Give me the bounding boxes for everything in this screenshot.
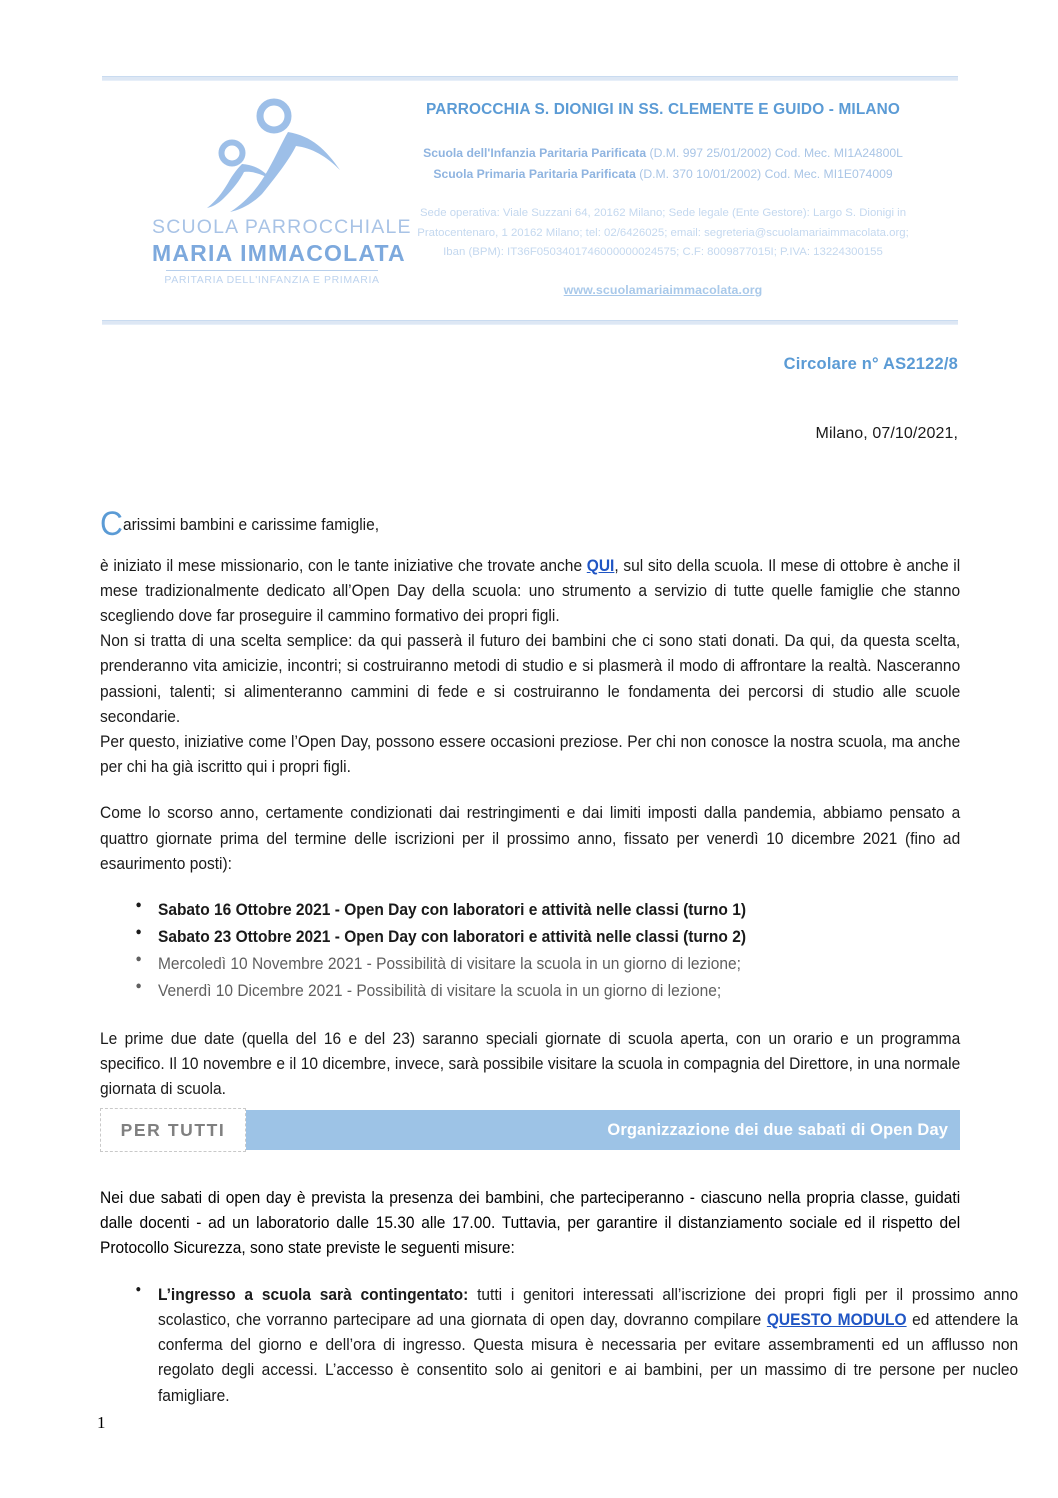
contact-info — [367, 204, 959, 263]
link-questo-modulo[interactable]: QUESTO MODULO — [766, 1309, 907, 1329]
section-intro: Nei due sabati di open day è prevista la presenza dei bambini, che parteciperanno - ciascuno nella propria classe, guidati dalle docenti - ad un laboratorio dalle 15.30 alle 17.00. Tuttavia, per garantire il distanziamento sociale ed il rispetto del Protocollo Sicurezza, sono state previste le seguenti misure: — [100, 1188, 961, 1258]
website-link[interactable]: www.scuolamariaimmacolata.org — [563, 282, 763, 297]
letterhead — [102, 90, 958, 310]
contact-line-2: Pratocentenaro, 1 20162 Milano; tel: 02/6426025; email: segreteria@scuolamariaimmacolata.org; — [417, 226, 909, 239]
measures-list — [100, 1282, 1018, 1408]
paragraph-3: Per questo, iniziative come l’Open Day, possono essere occasioni preziose. Per chi non conosce la nostra scuola, ma anche per chi ha già iscritto qui i propri figli. — [100, 732, 961, 777]
salutation — [100, 505, 960, 543]
paragraph-4: Come lo scorso anno, certamente condizionati dai restringimenti e dai limiti imposti dalla pandemia, abbiamo pensato a quattro giornate prima del termine delle iscrizioni per il prossimo anno, fissato per venerdì 10 dicembre 2021 (fino ad esaurimento posti): — [100, 803, 961, 873]
accreditation-line-1-bold: Scuola dell'Infanzia Paritaria Parificata — [423, 146, 647, 161]
school-logo — [152, 98, 412, 303]
measure-text-a: tutti i genitori interessati all’iscrizione dei propri figli per il prossimo anno scolastico, che vorranno partecipare ad una giornata di open day, dovranno compilare — [157, 1284, 1019, 1329]
letterhead-text — [367, 100, 959, 297]
logo-line-1: SCUOLA PARROCCHIALE — [152, 216, 412, 238]
circular-number: Circolare n° AS2122/8 — [783, 355, 958, 373]
list-item: ● Sabato 23 Ottobre 2021 - Open Day con laboratori e attività nelle classi (turno 2) — [158, 924, 1018, 951]
salutation-text: arissimi bambini e carissime famiglie, — [122, 515, 380, 534]
accreditation-line-2 — [367, 164, 959, 185]
paragraph-5: Le prime due date (quella del 16 e del 23) saranno speciali giornate di scuola aperta, con un orario e un programma specifico. Il 10 novembre e il 10 dicembre, invece, sarà possibile visitare la scuola in compagnia del Direttore, in una normale giornata di scuola. — [100, 1028, 961, 1099]
school-accreditation — [367, 143, 959, 184]
city-date: Milano, 07/10/2021, — [815, 425, 958, 442]
logo-divider — [166, 270, 378, 271]
logo-line-2: MARIA IMMACOLATA — [152, 240, 406, 266]
drop-cap: C — [100, 505, 123, 543]
accreditation-line-2-bold: Scuola Primaria Paritaria Parificata — [433, 166, 636, 181]
contact-line-1: Sede operativa: Viale Suzzani 64, 20162 Milano; Sede legale (Ente Gestore): Largo S. Dionigi in — [419, 207, 907, 220]
paragraph-1-part-b: , sul sito della scuola. Il mese di ottobre è anche il mese tradizionalmente dedicato all’Open Day della scuola: uno strumento a servizio di tutte quelle famiglie che stanno scegliendo dove far proseguire il cammino formativo dei propri figli. — [100, 555, 961, 625]
parish-title: PARROCCHIA S. DIONIGI IN SS. CLEMENTE E GUIDO - MILANO — [425, 101, 901, 118]
accreditation-line-1-rest: (D.M. 997 25/01/2002) Cod. Mec. MI1A24800L — [646, 146, 903, 161]
two-figures-icon — [200, 98, 350, 213]
section-banner-bar — [246, 1110, 960, 1150]
list-item: ● Mercoledì 10 Novembre 2021 - Possibilità di visitare la scuola in un giorno di lezione; — [158, 951, 1018, 978]
audience-badge — [100, 1108, 246, 1152]
accreditation-line-1 — [367, 143, 959, 164]
open-day-dates-list — [100, 897, 1018, 1005]
audience-badge-label: PER TUTTI — [120, 1119, 226, 1140]
accreditation-line-2-rest: (D.M. 370 10/01/2002) Cod. Mec. MI1E074009 — [635, 166, 893, 181]
measure-title: L’ingresso a scuola sarà contingentato: — [157, 1284, 469, 1304]
list-item — [158, 1282, 1018, 1408]
section-banner-title: Organizzazione dei due sabati di Open Day — [607, 1120, 948, 1139]
paragraph-1 — [100, 553, 960, 629]
paragraph-1-part-a: è iniziato il mese missionario, con le tante iniziative che trovate anche — [100, 555, 587, 575]
section-content — [100, 1185, 1019, 1408]
section-banner — [100, 1108, 960, 1152]
contact-line-3: Iban (BPM): IT36F0503401746000000024575; C.F: 8009877015I; P.IVA: 13224300155 — [443, 246, 883, 259]
list-item: ● Venerdì 10 Dicembre 2021 - Possibilità di visitare la scuola in un giorno di lezione; — [158, 978, 1018, 1005]
logo-line-3: PARITARIA DELL'INFANZIA E PRIMARIA — [164, 274, 380, 286]
list-item: ● Sabato 16 Ottobre 2021 - Open Day con laboratori e attività nelle classi (turno 1) — [158, 897, 1018, 924]
measure-text-b: ed attendere la conferma del giorno e dell’ora di ingresso. Questa misura è necessaria per evitare assembramenti ed un afflusso non regolato degli accessi. L’accesso è consentito solo ai genitori e ai bambini, per un massimo di tre persone per nucleo famigliare. — [157, 1309, 1019, 1405]
page-number: 1 — [97, 1413, 106, 1432]
letter-body — [100, 505, 961, 1101]
header-bottom-divider — [102, 320, 958, 325]
paragraph-2: Non si tratta di una scelta semplice: da qui passerà il futuro dei bambini che ci sono stati donati. Da qui, da questa scelta, prenderanno vita amicizie, incontri; si costruiranno metodi di studio e si plasmerà il modo di affrontare la realtà. Nasceranno passioni, talenti; si alimenteranno cammini di fede e si costruiranno le fondamenta dei percorsi di studio alle scuole secondarie. — [100, 631, 961, 726]
link-qui[interactable]: QUI — [586, 555, 615, 575]
header-top-divider — [102, 76, 958, 81]
